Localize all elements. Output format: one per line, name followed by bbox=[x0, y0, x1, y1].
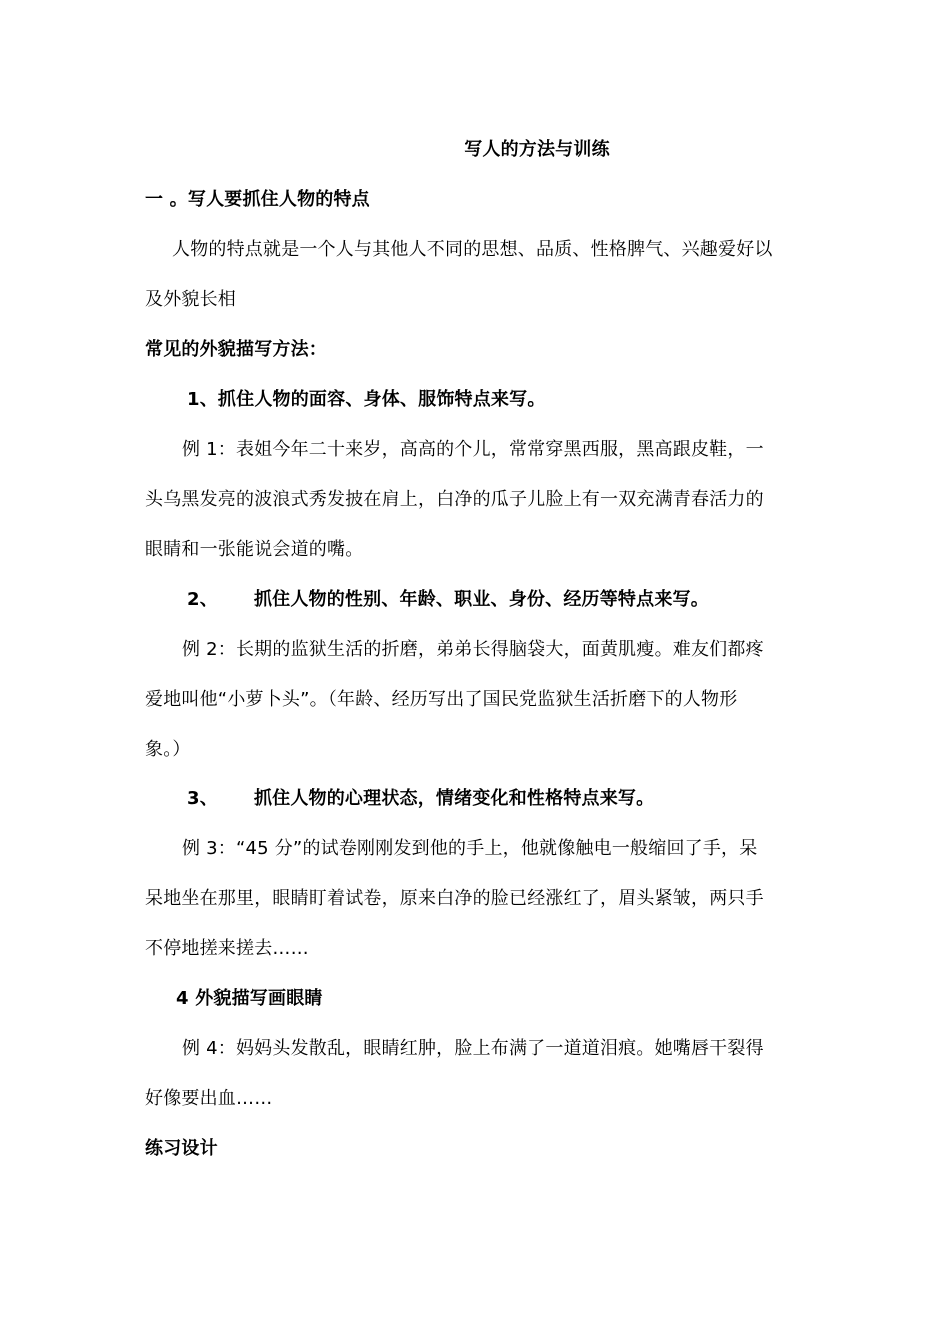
example-line: 爱地叫他“小萝卜头”。（年龄、经历写出了国民党监狱生活折磨下的人物形 bbox=[145, 689, 738, 710]
paragraph-line: 及外貌长相 bbox=[145, 289, 236, 310]
paragraph-line: 人物的特点就是一个人与其他人不同的思想、品质、性格脾气、兴趣爱好以 bbox=[172, 239, 773, 260]
example-line: 好像要出血…… bbox=[145, 1088, 273, 1109]
subsection-heading: 练习设计 bbox=[145, 1138, 218, 1159]
document-title: 写人的方法与训练 bbox=[464, 139, 610, 160]
example-line: 例 2：长期的监狱生活的折磨，弟弟长得脑袋大，面黄肌瘦。难友们都疼 bbox=[182, 639, 764, 660]
method-number: 2、 bbox=[187, 589, 218, 610]
example-line: 不停地搓来搓去…… bbox=[145, 938, 309, 959]
example-line: 例 3：“45 分”的试卷刚刚发到他的手上，他就像触电一般缩回了手，呆 bbox=[182, 838, 758, 859]
example-line: 头乌黑发亮的波浪式秀发披在肩上，白净的瓜子儿脸上有一双充满青春活力的 bbox=[145, 489, 764, 510]
subsection-heading: 常见的外貌描写方法： bbox=[145, 339, 327, 360]
method-heading: 1、抓住人物的面容、身体、服饰特点来写。 bbox=[187, 389, 546, 410]
example-line: 例 1：表姐今年二十来岁，高高的个儿，常常穿黑西服，黑高跟皮鞋，一 bbox=[182, 439, 764, 460]
section-heading: 一 。写人要抓住人物的特点 bbox=[145, 189, 370, 210]
example-line: 象。） bbox=[145, 739, 191, 760]
example-line: 眼睛和一张能说会道的嘴。 bbox=[145, 539, 364, 560]
method-heading-text: 抓住人物的心理状态，情绪变化和性格特点来写。 bbox=[253, 788, 655, 809]
method-heading bbox=[187, 588, 709, 612]
example-line: 例 4：妈妈头发散乱，眼睛红肿，脸上布满了一道道泪痕。她嘴唇干裂得 bbox=[182, 1038, 764, 1059]
method-heading: 4 外貌描写画眼睛 bbox=[176, 988, 323, 1009]
method-number: 3、 bbox=[187, 788, 218, 809]
example-line: 呆地坐在那里，眼睛盯着试卷，原来白净的脸已经涨红了，眉头紧皱，两只手 bbox=[145, 888, 764, 909]
method-heading-text: 抓住人物的性别、年龄、职业、身份、经历等特点来写。 bbox=[253, 589, 709, 610]
method-heading bbox=[187, 787, 654, 811]
